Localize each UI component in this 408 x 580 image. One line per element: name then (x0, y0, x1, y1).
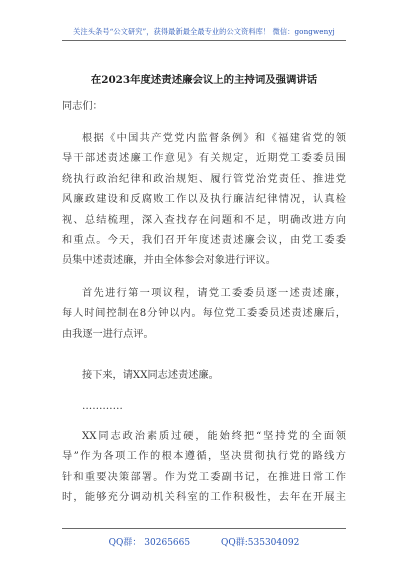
footer-qq-group-1: QQ群： 30265665 (108, 538, 191, 548)
header-divider (62, 40, 346, 41)
footer-divider (62, 528, 346, 529)
paragraph-line: 根据《中国共产党党内监督条例》和《福建省党的领 (82, 133, 346, 144)
footer-qq-group-2: QQ群:535304092 (220, 538, 300, 548)
paragraph-line: 视、总结梳理，深入查找存在问题和不足，明确改进方向 (62, 214, 346, 226)
paragraph-line: 时，能够充分调动机关科室的工作积极性，去年在开展主 (62, 492, 346, 504)
paragraph-line: 员集中述责述廉，并由全体参会对象进行评议。 (62, 255, 276, 267)
header-banner: 关注头条号“公文研究”，获得最新最全最专业的公文资料库！ 微信：gongwenyj (73, 27, 335, 36)
paragraph-line: 每人时间控制在8分钟以内。每位党工委委员述责述廉后， (62, 308, 346, 320)
paragraph-line: 导”作为各项工作的根本遵循，坚决贯彻执行党的路线方 (62, 451, 346, 463)
paragraph-line: 由我逐一进行点评。 (62, 328, 154, 340)
paragraph-3 (62, 366, 346, 386)
paragraph-line: 导干部述责述廉工作意见》有关规定，近期党工委委员围 (62, 153, 346, 165)
footer-contact (0, 535, 408, 548)
paragraph-line: 针和重要决策部署。作为党工委副书记，在推进日常工作 (62, 471, 346, 483)
paragraph-line: 接下来，请XX同志述责述廉。 (82, 370, 219, 381)
salutation: 同志们： (62, 101, 103, 112)
paragraph-line: 绕执行政治纪律和政治规矩、履行管党治党责任、推进党 (62, 173, 346, 185)
paragraph-line: 风廉政建设和反腐败工作以及执行廉洁纪律情况，认真检 (62, 194, 346, 206)
paragraph-2 (62, 284, 346, 345)
ellipsis-line (62, 397, 346, 417)
paragraph-line: XX同志政治素质过硬，能始终把“坚持党的全面领 (82, 431, 346, 442)
paragraph-1 (62, 129, 346, 272)
paragraph-5 (62, 427, 346, 509)
paragraph-line: 和重点。今天，我们召开年度述责述廉会议，由党工委委 (62, 234, 346, 246)
paragraph-line: 首先进行第一项议程，请党工委委员逐一述责述廉， (82, 288, 346, 299)
paragraph-line: ………… (82, 401, 123, 412)
document-title: 在2023年度述责述廉会议上的主持词及强调讲话 (90, 74, 318, 86)
